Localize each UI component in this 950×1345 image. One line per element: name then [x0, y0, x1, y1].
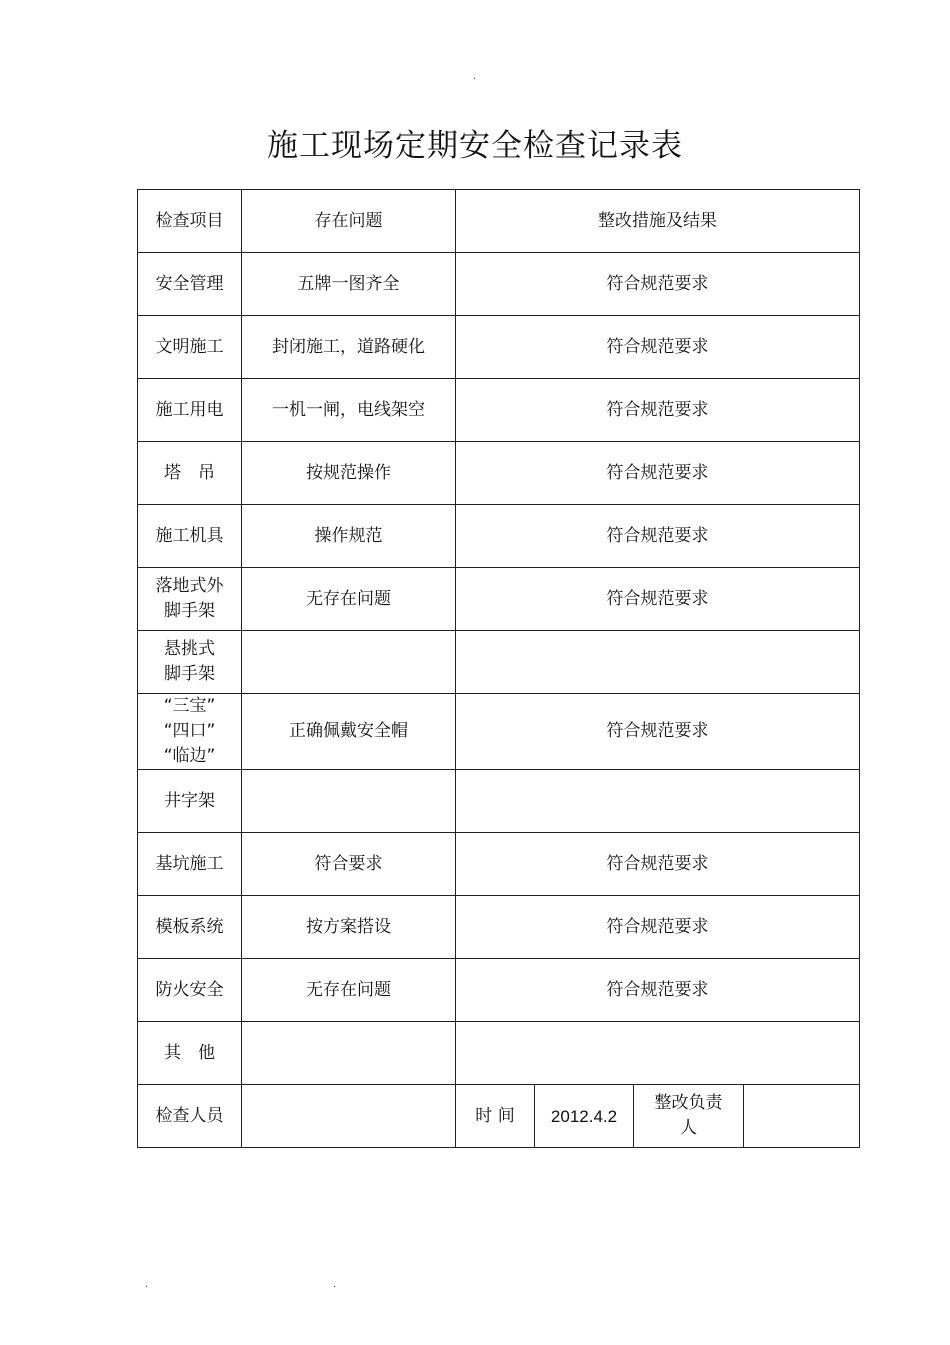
bottom-dot-right: .	[333, 1279, 337, 1290]
row-item: 防火安全	[138, 959, 242, 1022]
row-problem: 符合要求	[242, 833, 456, 896]
row-result: 符合规范要求	[456, 694, 860, 770]
row-result	[456, 631, 860, 694]
row-problem: 封闭施工，道路硬化	[242, 316, 456, 379]
row-problem: 无存在问题	[242, 568, 456, 631]
table-row	[138, 505, 860, 568]
row-item: 基坑施工	[138, 833, 242, 896]
top-dot: .	[473, 71, 477, 82]
table-row	[138, 442, 860, 505]
table-row	[138, 770, 860, 833]
table-row	[138, 568, 860, 631]
footer-row	[138, 1085, 860, 1148]
row-result: 符合规范要求	[456, 379, 860, 442]
row-item: 安全管理	[138, 253, 242, 316]
table-row	[138, 379, 860, 442]
inspector-value	[242, 1085, 456, 1148]
row-item: 落地式外 脚手架	[138, 568, 242, 631]
row-problem: 按方案搭设	[242, 896, 456, 959]
row-problem: 五牌一图齐全	[242, 253, 456, 316]
row-problem	[242, 1022, 456, 1085]
row-item: 其 他	[138, 1022, 242, 1085]
table-row	[138, 694, 860, 770]
table-row	[138, 316, 860, 379]
row-result: 符合规范要求	[456, 568, 860, 631]
table-row	[138, 959, 860, 1022]
row-result: 符合规范要求	[456, 896, 860, 959]
row-item: 施工用电	[138, 379, 242, 442]
row-problem: 无存在问题	[242, 959, 456, 1022]
inspection-table-body	[138, 190, 860, 1148]
table-row	[138, 253, 860, 316]
table-row	[138, 833, 860, 896]
header-result: 整改措施及结果	[456, 190, 860, 253]
header-problem: 存在问题	[242, 190, 456, 253]
table-row	[138, 631, 860, 694]
row-result: 符合规范要求	[456, 505, 860, 568]
row-item: 塔 吊	[138, 442, 242, 505]
time-label: 时 间	[456, 1085, 535, 1148]
row-problem	[242, 770, 456, 833]
row-problem: 一机一闸，电线架空	[242, 379, 456, 442]
responsible-label: 整改负责 人	[634, 1085, 744, 1148]
row-item: 悬挑式 脚手架	[138, 631, 242, 694]
header-item: 检查项目	[138, 190, 242, 253]
row-item: “三宝” “四口” “临边”	[138, 694, 242, 770]
row-item: 井字架	[138, 770, 242, 833]
row-item: 施工机具	[138, 505, 242, 568]
row-item: 文明施工	[138, 316, 242, 379]
row-item: 模板系统	[138, 896, 242, 959]
bottom-dot-left: .	[145, 1279, 149, 1290]
header-row	[138, 190, 860, 253]
page-title: 施工现场定期安全检查记录表	[267, 128, 683, 164]
row-result	[456, 1022, 860, 1085]
time-value: 2012.4.2	[535, 1085, 634, 1148]
row-problem: 正确佩戴安全帽	[242, 694, 456, 770]
row-problem: 操作规范	[242, 505, 456, 568]
row-result: 符合规范要求	[456, 442, 860, 505]
table-row	[138, 1022, 860, 1085]
row-result: 符合规范要求	[456, 833, 860, 896]
row-result: 符合规范要求	[456, 253, 860, 316]
row-result: 符合规范要求	[456, 959, 860, 1022]
row-result	[456, 770, 860, 833]
responsible-value	[744, 1085, 860, 1148]
row-problem: 按规范操作	[242, 442, 456, 505]
row-problem	[242, 631, 456, 694]
inspector-label: 检查人员	[138, 1085, 242, 1148]
inspection-table	[137, 189, 860, 1148]
row-result: 符合规范要求	[456, 316, 860, 379]
table-row	[138, 896, 860, 959]
